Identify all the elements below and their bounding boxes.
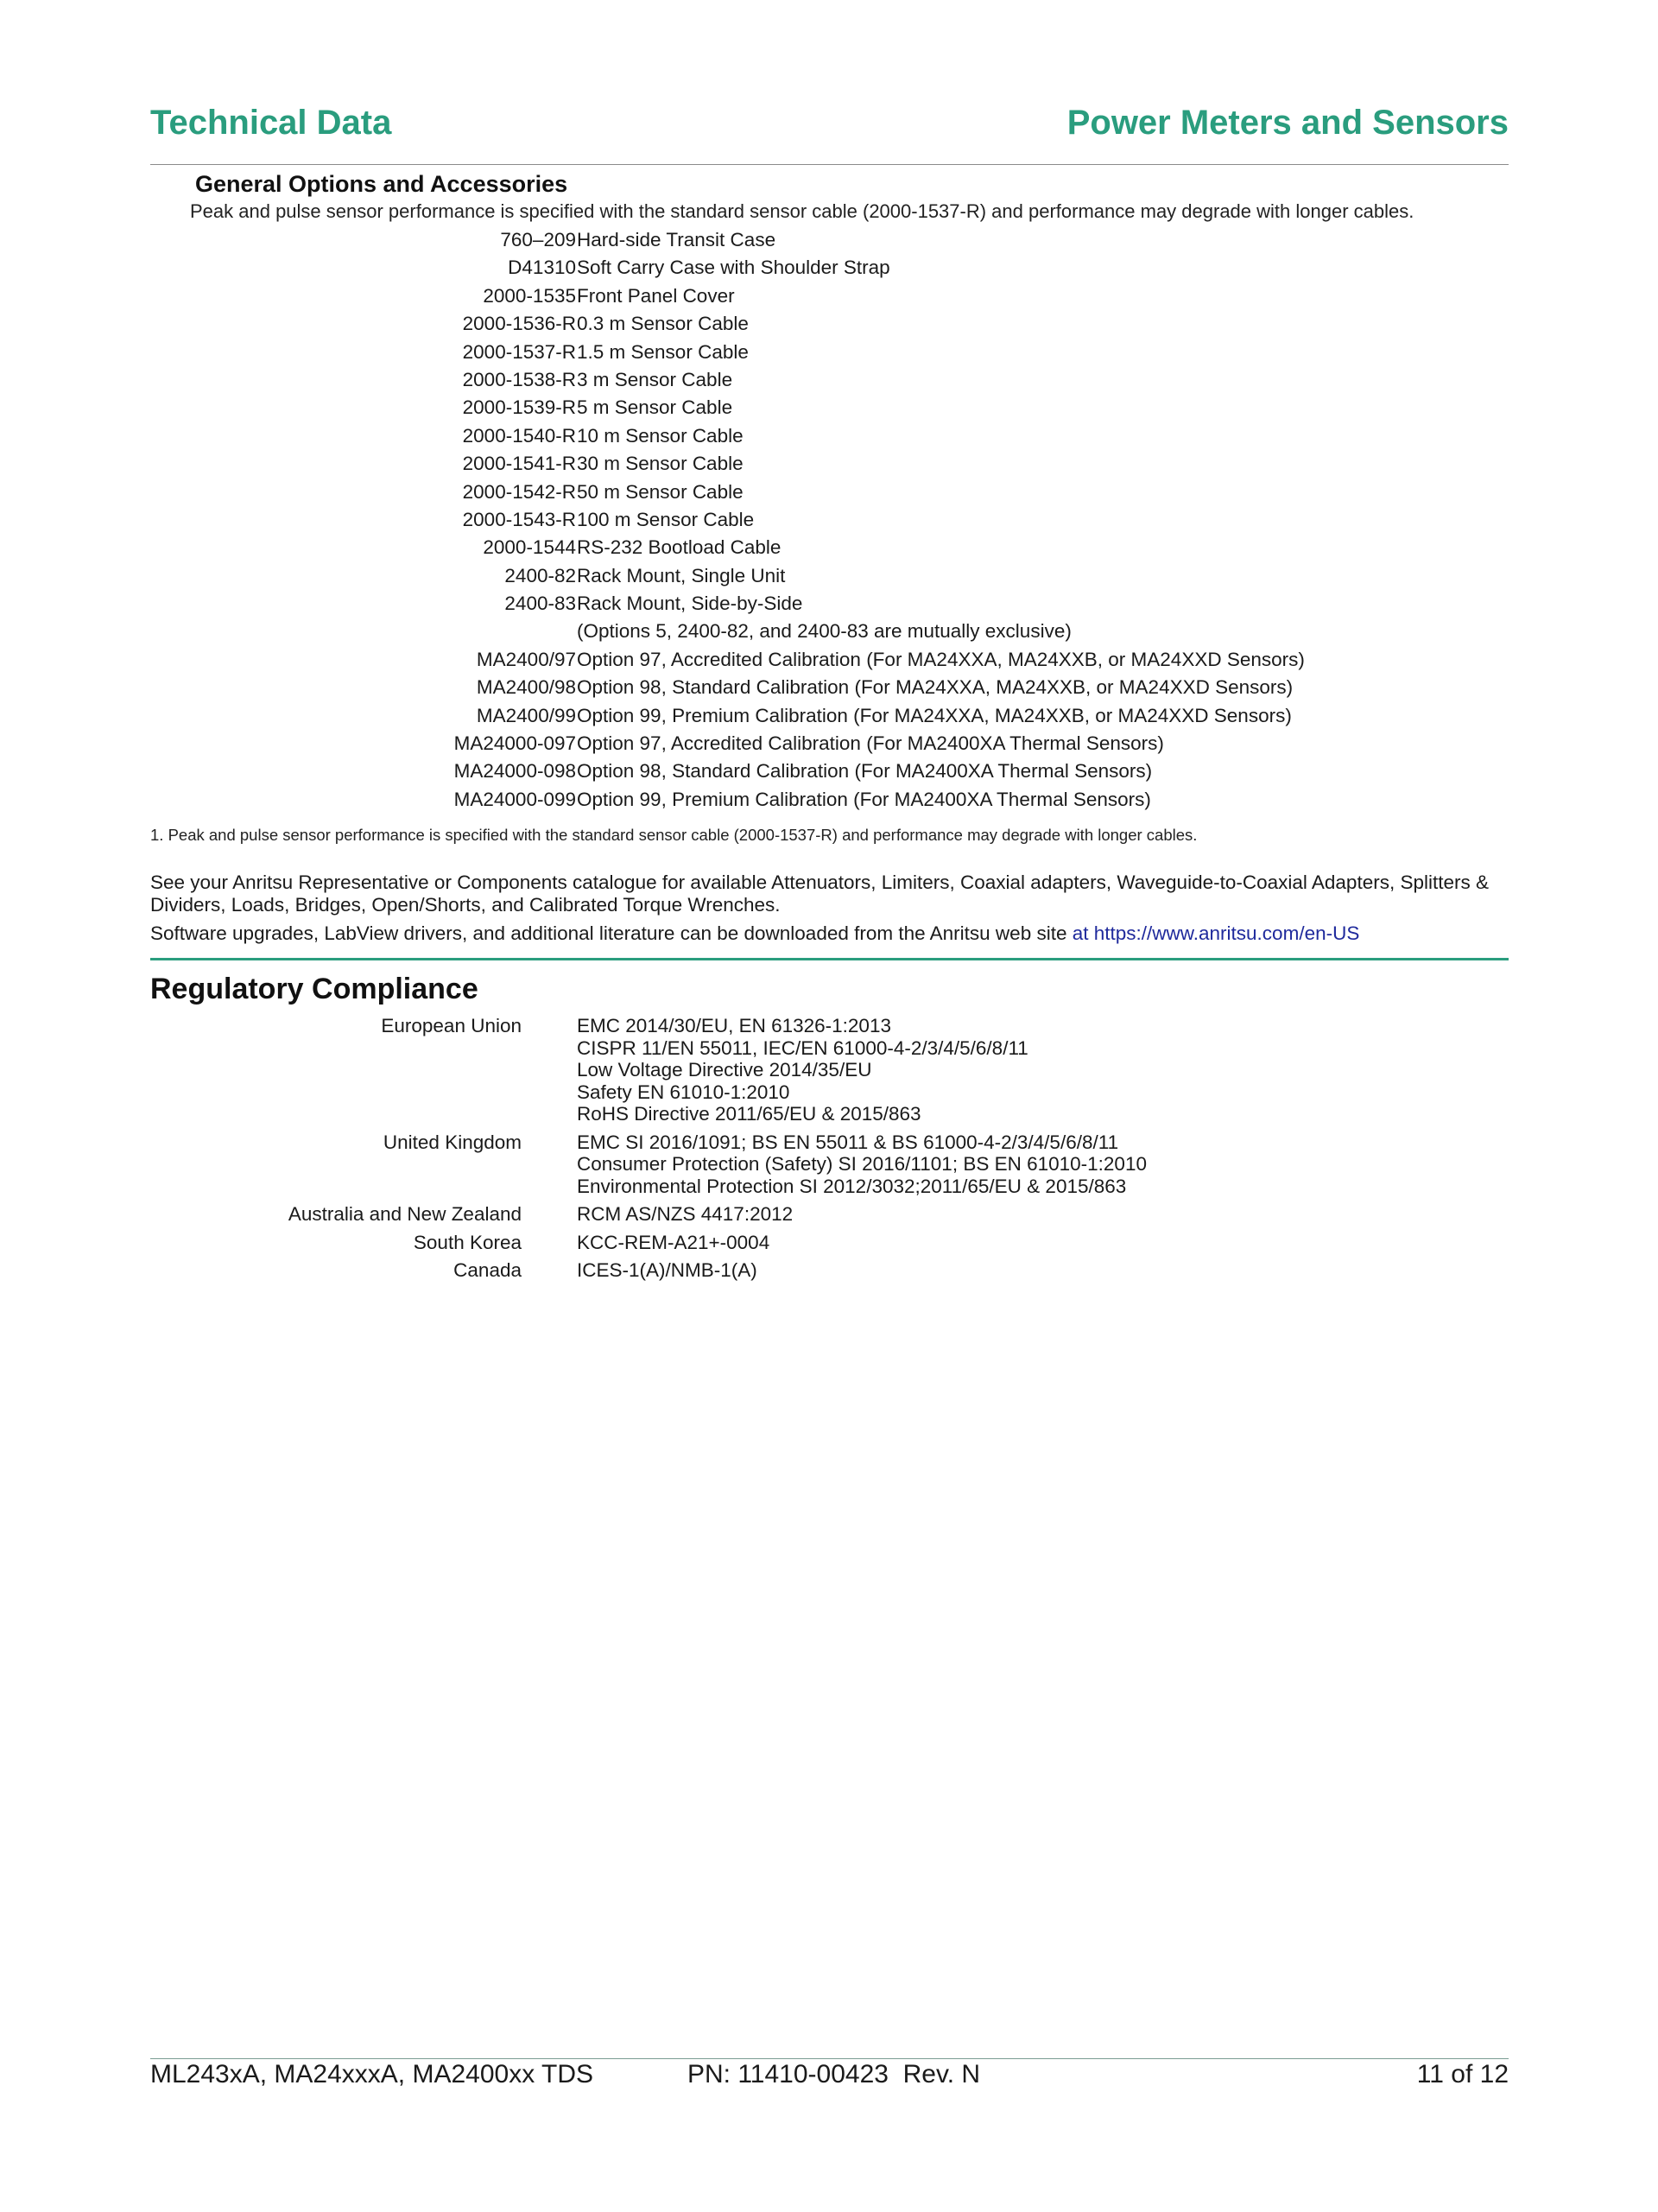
regulatory-standard: ICES-1(A)/NMB-1(A) <box>577 1259 757 1281</box>
option-row <box>150 618 1509 645</box>
regulatory-standard: EMC 2014/30/EU, EN 61326-1:2013 <box>577 1015 891 1036</box>
header-divider <box>150 164 1509 165</box>
page-header <box>150 104 1509 152</box>
option-code: MA2400/99 <box>476 704 576 726</box>
software-paragraph <box>150 922 1509 945</box>
option-description: RS-232 Bootload Cable <box>577 536 782 559</box>
regulatory-standard: KCC-REM-A21+-0004 <box>577 1231 770 1253</box>
option-description: Option 98, Standard Calibration (For MA2400XA Thermal Sensors) <box>577 760 1153 783</box>
footer-divider <box>150 2058 1509 2059</box>
option-row <box>150 310 1509 338</box>
regulatory-region: South Korea <box>413 1231 522 1253</box>
option-description: Option 98, Standard Calibration (For MA24XXA, MA24XXB, or MA24XXD Sensors) <box>577 676 1294 699</box>
regulatory-standard: RoHS Directive 2011/65/EU & 2015/863 <box>577 1103 921 1125</box>
footer-page-number: 11 of 12 <box>1416 2060 1509 2088</box>
regulatory-table <box>150 1015 1509 1288</box>
options-intro: Peak and pulse sensor performance is specified with the standard sensor cable (2000-1537-R) and performance may degrade with longer cables. <box>190 200 1414 222</box>
option-code: 2000-1541-R <box>462 453 576 475</box>
option-row <box>150 226 1509 254</box>
option-row <box>150 422 1509 450</box>
regulatory-row <box>150 1259 1509 1288</box>
regulatory-standard: Low Voltage Directive 2014/35/EU <box>577 1059 872 1081</box>
option-description: Option 97, Accredited Calibration (For MA24XXA, MA24XXB, or MA24XXD Sensors) <box>577 648 1305 670</box>
option-code: 2400-82 <box>504 564 576 586</box>
header-product: Power Meters and Sensors <box>1066 104 1509 142</box>
footnote: 1. Peak and pulse sensor performance is specified with the standard sensor cable (2000-1537-R) and performance may degrade with longer cables. <box>150 826 1198 844</box>
regulatory-standards <box>577 1259 757 1282</box>
option-description: Option 99, Premium Calibration (For MA2400XA Thermal Sensors) <box>577 788 1151 810</box>
regulatory-standard: Consumer Protection (Safety) SI 2016/1101; BS EN 61010-1:2010 <box>577 1153 1147 1175</box>
option-code: 2000-1538-R <box>462 368 576 390</box>
option-description: Front Panel Cover <box>577 284 735 307</box>
option-code: MA24000-097 <box>453 732 576 755</box>
regulatory-row <box>150 1203 1509 1232</box>
regulatory-standard: CISPR 11/EN 55011, IEC/EN 61000-4-2/3/4/5/6/8/11 <box>577 1036 1028 1059</box>
option-description: 100 m Sensor Cable <box>577 508 755 530</box>
regulatory-standards <box>577 1203 793 1226</box>
regulatory-title: Regulatory Compliance <box>150 973 478 1005</box>
option-description: Rack Mount, Side-by-Side <box>577 593 803 615</box>
regulatory-region: Canada <box>453 1259 522 1281</box>
option-description: Option 99, Premium Calibration (For MA24XXA, MA24XXB, or MA24XXD Sensors) <box>577 704 1292 726</box>
option-description: 1.5 m Sensor Cable <box>577 340 749 363</box>
option-description: 0.3 m Sensor Cable <box>577 313 749 335</box>
regulatory-row <box>150 1015 1509 1131</box>
option-row <box>150 562 1509 590</box>
option-row <box>150 479 1509 506</box>
option-description: 10 m Sensor Cable <box>577 424 744 447</box>
option-row <box>150 254 1509 282</box>
regulatory-row <box>150 1232 1509 1260</box>
regulatory-standard: Safety EN 61010-1:2010 <box>577 1081 790 1103</box>
option-row <box>150 366 1509 394</box>
option-code: 2000-1543-R <box>462 508 576 530</box>
option-description: Hard-side Transit Case <box>577 229 776 250</box>
option-code: 2000-1535 <box>483 284 576 307</box>
option-row <box>150 702 1509 730</box>
option-row <box>150 394 1509 421</box>
option-row <box>150 590 1509 618</box>
option-row <box>150 646 1509 674</box>
regulatory-standard: EMC SI 2016/1091; BS EN 55011 & BS 61000-4-2/3/4/5/6/8/11 <box>577 1131 1119 1153</box>
option-code: MA24000-098 <box>453 760 576 783</box>
option-code: D41310 <box>508 257 576 279</box>
regulatory-standards <box>577 1232 769 1254</box>
option-code: 2000-1544 <box>483 536 576 559</box>
options-title: General Options and Accessories <box>195 171 568 197</box>
software-text: Software upgrades, LabView drivers, and additional literature can be downloaded from the Anritsu web site <box>150 922 1073 944</box>
option-description: 3 m Sensor Cable <box>577 368 733 390</box>
header-title: Technical Data <box>150 104 392 142</box>
option-description: Option 97, Accredited Calibration (For MA2400XA Thermal Sensors) <box>577 732 1164 755</box>
regulatory-standards <box>577 1131 1147 1198</box>
option-row <box>150 282 1509 310</box>
page <box>150 0 1509 2212</box>
regulatory-standards <box>577 1015 1028 1125</box>
option-description: (Options 5, 2400-82, and 2400-83 are mutually exclusive) <box>577 620 1072 643</box>
option-code: 2400-83 <box>504 593 576 615</box>
section-divider <box>150 958 1509 960</box>
options-table <box>150 226 1509 814</box>
regulatory-standard: RCM AS/NZS 4417:2012 <box>577 1203 794 1225</box>
option-code: 2000-1536-R <box>462 313 576 335</box>
option-row <box>150 757 1509 785</box>
option-row <box>150 674 1509 701</box>
option-row <box>150 339 1509 366</box>
footer-doc-title: ML243xA, MA24xxxA, MA2400xx TDS <box>150 2060 593 2088</box>
option-code: MA2400/98 <box>476 676 576 699</box>
option-code: 2000-1539-R <box>462 396 576 419</box>
option-description: 5 m Sensor Cable <box>577 396 733 419</box>
option-code: MA24000-099 <box>453 788 576 810</box>
option-code: 2000-1540-R <box>462 424 576 447</box>
option-code: MA2400/97 <box>476 648 576 670</box>
regulatory-region: United Kingdom <box>383 1131 522 1153</box>
regulatory-region: European Union <box>381 1015 522 1036</box>
option-row <box>150 786 1509 814</box>
option-row <box>150 730 1509 757</box>
regulatory-region: Australia and New Zealand <box>288 1203 522 1225</box>
footer-part-number: PN: 11410-00423 Rev. N <box>687 2060 981 2088</box>
anritsu-website-link[interactable]: at https://www.anritsu.com/en-US <box>1072 922 1360 944</box>
option-code: 2000-1537-R <box>462 340 576 363</box>
option-row <box>150 506 1509 534</box>
regulatory-standard: Environmental Protection SI 2012/3032;2011/65/EU & 2015/863 <box>577 1175 1127 1197</box>
option-description: Soft Carry Case with Shoulder Strap <box>577 257 890 279</box>
option-code: 2000-1542-R <box>462 480 576 503</box>
option-row <box>150 450 1509 478</box>
option-description: 30 m Sensor Cable <box>577 453 744 475</box>
regulatory-row <box>150 1131 1509 1204</box>
option-description: 50 m Sensor Cable <box>577 480 744 503</box>
option-row <box>150 534 1509 561</box>
option-description: Rack Mount, Single Unit <box>577 564 786 586</box>
accessories-paragraph: See your Anritsu Representative or Components catalogue for available Attenuators, Limiters, Coaxial adapters, Waveguide-to-Coaxial Adapters, Splitters & Dividers, Loads, Bridges, Open/Shorts, and Calibrated Torque Wrenches. <box>150 871 1489 916</box>
option-code: 760–209 <box>500 229 576 250</box>
